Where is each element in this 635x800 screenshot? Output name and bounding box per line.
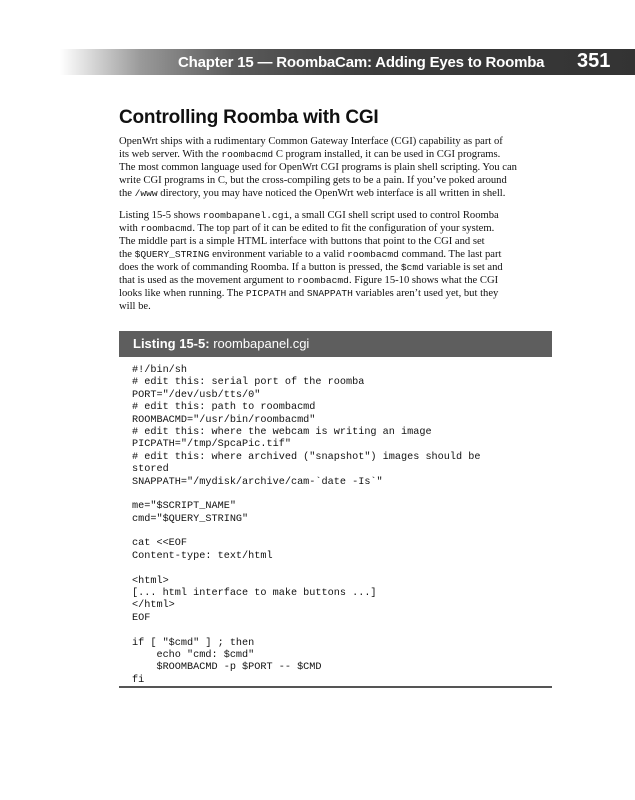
text-run: with (119, 223, 141, 234)
text-line (119, 274, 552, 287)
code-line: PORT="/dev/usb/tts/0" (132, 389, 261, 401)
text-line (119, 209, 552, 222)
text-line (119, 174, 552, 187)
code-line: me="$SCRIPT_NAME" (132, 501, 236, 513)
paragraph-listing-description (119, 209, 552, 313)
code-line: # edit this: path to roombacmd (132, 402, 316, 414)
text-run: environment variable to a valid (209, 249, 348, 260)
text-run: the (119, 188, 135, 199)
page-number: 351 (577, 50, 611, 72)
inline-code: roombapanel.cgi (202, 210, 290, 221)
inline-code: roombacmd (347, 249, 399, 260)
code-line: [... html interface to make buttons ...] (132, 588, 377, 600)
text-run: write CGI programs in C, but the cross-compiling gets to be a pain. If you’ve poked around (119, 175, 507, 186)
text-line (119, 261, 552, 274)
code-line: fi (132, 674, 145, 686)
text-run: , a small CGI shell script used to control Roomba (289, 210, 499, 221)
text-run: will be. (119, 301, 151, 312)
code-line: $ROOMBACMD -p $PORT -- $CMD (132, 662, 322, 674)
paragraph-cgi-intro (119, 135, 552, 200)
text-line (119, 235, 552, 248)
listing-label: Listing 15-5: (133, 336, 210, 351)
listing-bottom-rule (119, 686, 552, 688)
code-line (132, 526, 547, 538)
inline-code: $QUERY_STRING (134, 249, 210, 260)
text-run: . The top part of it can be edited to fit the configuration of your system. (192, 223, 495, 234)
code-line: <html> (132, 575, 169, 587)
code-line: Content-type: text/html (132, 550, 273, 562)
inline-code: PICPATH (245, 288, 287, 299)
section-title: Controlling Roomba with CGI (119, 107, 379, 128)
text-run: . Figure 15-10 shows what the CGI (348, 275, 499, 286)
text-run: Listing 15-5 shows (119, 210, 203, 221)
code-line: # edit this: where the webcam is writing an image (132, 426, 432, 438)
code-line: if [ "$cmd" ] ; then (132, 637, 255, 649)
text-run: variables aren’t used yet, but they (352, 288, 499, 299)
chapter-title: Chapter 15 — RoombaCam: Adding Eyes to Roomba (178, 54, 545, 71)
text-run: command. The last part (398, 249, 502, 260)
inline-code: roombacmd (297, 275, 349, 286)
code-line (132, 563, 547, 575)
listing-caption (133, 331, 309, 357)
inline-code: SNAPPATH (306, 288, 353, 299)
text-run: its web server. With the (119, 149, 222, 160)
code-line: #!/bin/sh (132, 365, 188, 376)
text-line (119, 248, 552, 261)
code-line: ROOMBACMD="/usr/bin/roombacmd" (132, 414, 316, 426)
inline-code: /www (134, 188, 158, 199)
code-line: stored (132, 464, 169, 476)
text-run: that is used as the movement argument to (119, 275, 298, 286)
code-line: SNAPPATH="/mydisk/archive/cam-`date -Is`" (132, 476, 383, 488)
code-line: </html> (132, 600, 175, 612)
code-line: # edit this: where archived ("snapshot") images should be (132, 451, 481, 463)
text-run: directory, you may have noticed the OpenWrt web interface is all written in shell. (157, 188, 506, 199)
text-line (119, 161, 552, 174)
text-run: The most common language used for OpenWrt CGI programs is plain shell scripting. You can (119, 162, 517, 173)
code-listing (132, 365, 547, 687)
text-line (119, 187, 552, 200)
code-line (132, 489, 547, 501)
code-line: cat <<EOF (132, 538, 188, 550)
code-line: EOF (132, 612, 151, 624)
code-line (132, 625, 547, 637)
text-run: OpenWrt ships with a rudimentary Common Gateway Interface (CGI) capability as part of (119, 136, 503, 147)
code-line: PICPATH="/tmp/SpcaPic.tif" (132, 439, 291, 451)
code-line: echo "cmd: $cmd" (132, 649, 255, 661)
inline-code: roombacmd (140, 223, 193, 234)
text-run: looks like when running. The (119, 288, 246, 299)
text-line (119, 287, 552, 300)
text-line (119, 148, 552, 161)
text-run: variable is set and (423, 262, 503, 273)
text-line (119, 300, 552, 313)
text-line (119, 222, 552, 235)
code-line: # edit this: serial port of the roomba (132, 377, 365, 389)
inline-code: roombacmd (221, 149, 274, 160)
text-run: does the work of commanding Roomba. If a button is pressed, the (119, 262, 401, 273)
text-run: the (119, 249, 135, 260)
listing-filename: roombapanel.cgi (213, 336, 310, 351)
text-run: and (286, 288, 307, 299)
text-line (119, 135, 552, 148)
code-line: cmd="$QUERY_STRING" (132, 513, 249, 525)
text-run: C program installed, it can be used in CGI programs. (273, 149, 501, 160)
inline-code: $cmd (400, 262, 424, 273)
text-run: The middle part is a simple HTML interface with buttons that point to the CGI and set (119, 236, 485, 247)
